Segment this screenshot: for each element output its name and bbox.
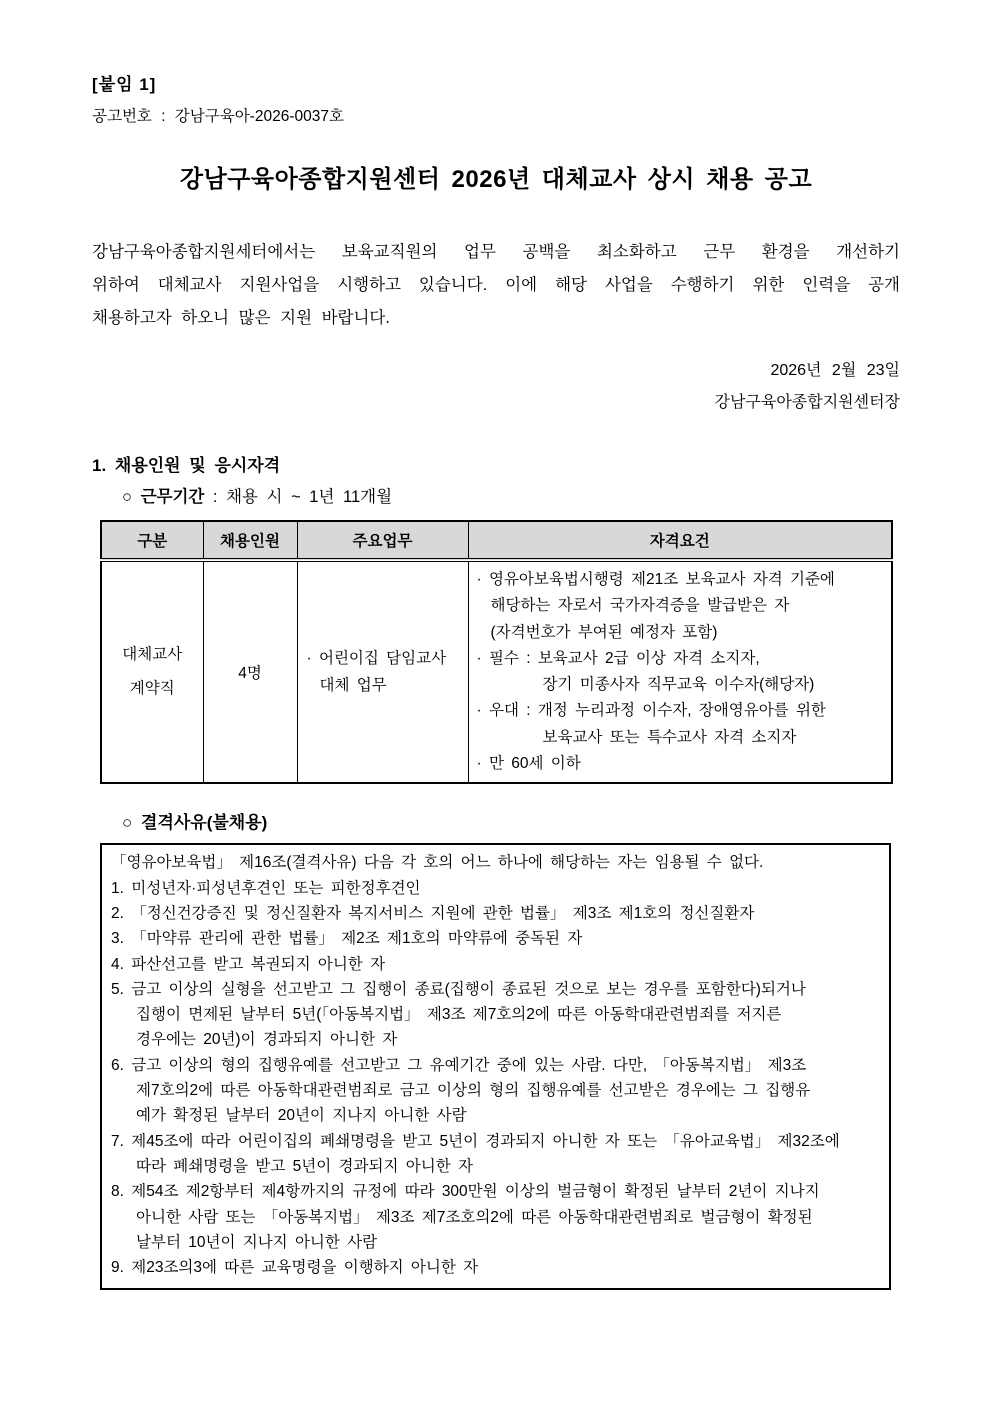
intro-paragraph xyxy=(92,236,900,335)
table-row xyxy=(101,560,892,783)
disq-line: 3. 「마약류 관리에 관한 법률」 제2조 제1호의 마약류에 중독된 자 xyxy=(111,930,583,948)
qual-line: · 우대 : 개정 누리과정 이수자, 장애영유아를 위한 xyxy=(476,702,826,720)
cell-qualification xyxy=(468,560,892,783)
work-period-label: 근무기간 xyxy=(140,488,205,506)
qual-line: · 필수 : 보육교사 2급 이상 자격 소지자, xyxy=(476,649,760,667)
disq-line: 예가 확정된 날부터 20년이 지나지 아니한 사람 xyxy=(136,1107,467,1125)
section1-heading: 1. 채용인원 및 응시자격 xyxy=(92,456,281,475)
notice-number: 공고번호 : 강남구육아-2026-0037호 xyxy=(92,108,344,125)
signer-name: 강남구육아종합지원센터장 xyxy=(714,394,900,411)
intro-line: 강남구육아종합지원세터에서는 보육교직원의 업무 공백을 최소화하고 근무 환경을 개선하기 xyxy=(92,243,900,261)
qual-line: 장기 미종사자 직무교육 이수자(해당자) xyxy=(542,676,815,694)
section2-heading xyxy=(92,808,900,833)
recruitment-table xyxy=(100,520,893,784)
category-line: 계약직 xyxy=(129,680,175,698)
qual-line: 해당하는 자로서 국가자격증을 발급받은 자 xyxy=(490,597,790,615)
qual-line: (자격번호가 부여된 예정자 포함) xyxy=(490,623,718,641)
cell-category xyxy=(101,560,203,783)
disq-line: 날부터 10년이 지나지 아니한 사람 xyxy=(136,1233,378,1251)
disq-line: 2. 「정신건강증진 및 정신질환자 복지서비스 지원에 관한 법률」 제3조 제1호의 정신질환자 xyxy=(111,904,755,922)
work-period-value: : 채용 시 ~ 1년 11개월 xyxy=(212,488,393,506)
circle-bullet-icon: ○ xyxy=(122,488,132,506)
qual-line: · 영유아보육법시행령 제21조 보육교사 자격 기준에 xyxy=(476,571,835,588)
qual-line: 보육교사 또는 특수교사 자격 소지자 xyxy=(542,728,797,746)
disq-line: 6. 금고 이상의 형의 집행유예를 선고받고 그 유예기간 중에 있는 사람. 다만, 「아동복지법」 제3조 xyxy=(111,1056,807,1074)
disq-line: 아니한 사람 또는 「아동복지법」 제3조 제7조호의2에 따른 아동학대관련범죄로 벌금형이 확정된 xyxy=(136,1208,813,1226)
header-qualification: 자격요건 xyxy=(468,521,892,560)
intro-line: 위하여 대체교사 지원사업을 시행하고 있습니다. 이에 해당 사업을 수행하기 위한 인력을 공개 xyxy=(92,276,900,294)
category-line: 대체교사 xyxy=(122,646,183,664)
intro-line: 채용하고자 하오니 많은 지원 바랍니다. xyxy=(92,309,390,327)
disq-line: 집행이 면제된 날부터 5년(「아동복지법」 제3조 제7호의2에 따른 아동학대관련범죄를 저지른 xyxy=(136,1006,782,1024)
disq-line: 「영유아보육법」 제16조(결격사유) 다음 각 호의 어느 하나에 해당하는 자는 임용될 수 없다. xyxy=(111,854,764,872)
disq-line: 1. 미성년자·피성년후견인 또는 피한정후견인 xyxy=(111,879,421,897)
announcement-date: 2026년 2월 23일 xyxy=(770,362,900,379)
disq-line: 4. 파산선고를 받고 복권되지 아니한 자 xyxy=(111,955,386,973)
qual-line: · 만 60세 이하 xyxy=(476,755,581,773)
disqualification-box xyxy=(100,843,891,1290)
header-count: 채용인원 xyxy=(203,521,297,560)
disq-line: 경우에는 20년)이 경과되지 아니한 자 xyxy=(136,1031,398,1049)
disq-line: 제7호의2에 따른 아동학대관련범죄로 금고 이상의 형의 집행유예를 선고받은 경우에는 그 집행유 xyxy=(136,1082,811,1100)
cell-count: 4명 xyxy=(203,560,297,783)
header-duty: 주요업무 xyxy=(297,521,468,560)
page-title: 강남구육아종합지원센터 2026년 대체교사 상시 채용 공고 xyxy=(179,166,813,193)
section2-heading-label: 결격사유(불채용) xyxy=(141,813,268,833)
attachment-label: [붙임 1] xyxy=(92,75,157,94)
table-header-row xyxy=(101,521,892,560)
date-signature-block xyxy=(92,355,900,419)
cell-duty xyxy=(297,560,468,783)
work-period-line xyxy=(92,483,900,507)
disq-line: 5. 금고 이상의 실형을 선고받고 그 집행이 종료(집행이 종료된 것으로 보는 경우를 포함한다)되거나 xyxy=(111,980,806,998)
duty-line: · 어린이집 담임교사 xyxy=(306,650,447,668)
disq-line: 7. 제45조에 따라 어린이집의 폐쇄명령을 받고 5년이 경과되지 아니한 자 또는 「유아교육법」 제32조에 xyxy=(111,1132,840,1150)
disq-line: 9. 제23조의3에 따른 교육명령을 이행하지 아니한 자 xyxy=(111,1259,479,1277)
circle-bullet-icon: ○ xyxy=(122,813,133,833)
disq-line: 따라 폐쇄명령을 받고 5년이 경과되지 아니한 자 xyxy=(136,1157,473,1175)
header-category: 구분 xyxy=(101,521,203,560)
duty-line: 대체 업무 xyxy=(319,677,387,695)
disq-line: 8. 제54조 제2항부터 제4항까지의 규정에 따라 300만원 이상의 벌금형이 확정된 날부터 2년이 지나지 xyxy=(111,1183,820,1201)
